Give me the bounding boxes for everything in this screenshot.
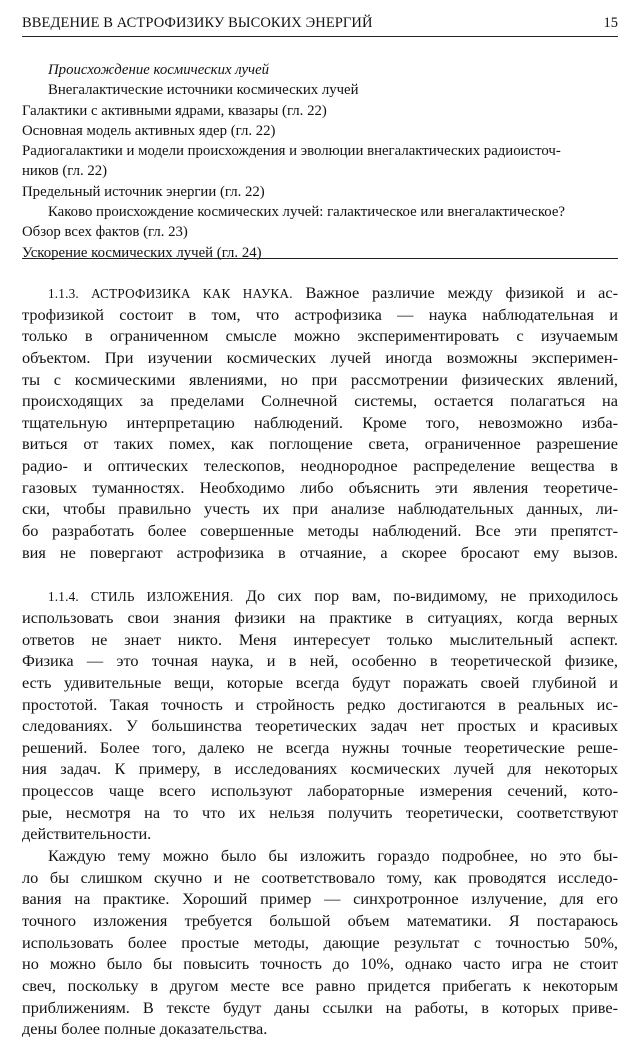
section-heading: 1.1.4. СТИЛЬ ИЗЛОЖЕНИЯ. — [48, 589, 234, 605]
toc-entry: Ускорение космических лучей (гл. 24) — [22, 244, 262, 261]
paragraph-line: происходящих за пределами Солнечной системы, остается полагаться на — [22, 391, 618, 411]
paragraph-line: решений. Более того, далеко не всегда нужны точные теоретические реше- — [22, 737, 618, 757]
paragraph-line: тщательную интерпретацию наблюдений. Кроме того, невозможно изба- — [22, 412, 618, 432]
paragraph-gap — [22, 563, 618, 585]
paragraph-line: только в ограниченном смысле можно экспериментировать с изучаемым — [22, 326, 618, 346]
body-text — [22, 282, 618, 1040]
running-title: ВВЕДЕНИЕ В АСТРОФИЗИКУ ВЫСОКИХ ЭНЕРГИЙ — [22, 15, 373, 31]
paragraph-first-line: 1.1.4. СТИЛЬ ИЗЛОЖЕНИЯ. До сих пор вам, по-видимому, не приходилось — [48, 586, 618, 606]
paragraph-line: ния задач. К примеру, в исследованиях космических лучей для некоторых — [22, 759, 618, 779]
paragraph-line: но можно было бы повысить точность до 10%, однако часто игра не стоит — [22, 954, 618, 974]
toc-entry: ников (гл. 22) — [22, 163, 108, 180]
paragraph-last-line: действительности. — [22, 824, 152, 844]
header-rule — [22, 36, 618, 37]
toc-entry: Радиогалактики и модели происхождения и эволюции внегалактических радиоисточ- — [22, 143, 561, 160]
paragraph-line: точного изложения требуется большой объем математики. Я постараюсь — [22, 910, 618, 930]
paragraph-line: газовых туманностях. Необходимо либо объяснить эти явления теоретиче- — [22, 477, 618, 497]
paragraph-line: ски, чтобы правильно учесть их при анализе наблюдательных данных, ли- — [22, 499, 618, 519]
paragraph-line: ло бы слишком скучно и не соответствовало тому, как проводятся исследо- — [22, 867, 618, 887]
paragraph-last-line: вия не повергают астрофизика в отчаяние, а скорее бросают ему вызов. — [22, 542, 618, 562]
paragraph-line: Физика — это точная наука, и в ней, особенно в теоретической физике, — [22, 651, 618, 671]
page-number: 15 — [603, 15, 618, 31]
paragraph-line: радио- и оптических телескопов, неоднородное распределение вещества в — [22, 456, 618, 476]
section-heading: 1.1.3. АСТРОФИЗИКА КАК НАУКА. — [48, 286, 293, 301]
paragraph-line: есть удивительные вещи, которые всегда будут поражать своей глубиной и — [22, 672, 618, 692]
paragraph-last-line: дены более полные доказательства. — [22, 1019, 268, 1039]
paragraph-line: свеч, поскольку в другом месте все равно придется прибегать к некоторым — [22, 975, 618, 995]
paragraph-line: ответов не знает никто. Меня интересует только мыслительный аспект. — [22, 629, 618, 649]
toc-entry: Внегалактические источники космических лучей — [48, 82, 359, 99]
toc-entry: Основная модель активных ядер (гл. 22) — [22, 122, 276, 139]
paragraph-line: простотой. Такая точность и стройность редко достигаются в реальных ис- — [22, 694, 618, 714]
section-rule — [22, 258, 618, 259]
paragraph-line: виться от таких помех, как поглощение света, ограниченное разрешение — [22, 434, 618, 454]
paragraph-line: приближениям. В тексте будут даны ссылки на работы, в которых приве- — [22, 997, 618, 1017]
paragraph-line: вания на практике. Хороший пример — синхротронное излучение, для его — [22, 889, 618, 909]
toc-list — [22, 60, 618, 263]
toc-subheading: Происхождение космических лучей — [48, 62, 270, 78]
toc-entry: Каково происхождение космических лучей: галактическое или внегалактическое? — [48, 204, 565, 221]
paragraph-line: трофизикой состоит в том, что астрофизика — наука наблюдательная и — [22, 304, 618, 324]
paragraph-first-line: Каждую тему можно было бы изложить гораздо подробнее, но это бы- — [48, 846, 618, 866]
toc-entry: Галактики с активными ядрами, квазары (гл. 22) — [22, 102, 327, 119]
paragraph-line: процессов чаще всего используют лабораторные измерения сечений, кото- — [22, 781, 618, 801]
paragraph-line: следованиях. У большинства теоретических задач нет простых и красивых — [22, 716, 618, 736]
paragraph-line: ты с космическими явлениями, но при рассмотрении физических явлений, — [22, 369, 618, 389]
paragraph-line: объектом. При изучении космических лучей иногда возможны эксперимен- — [22, 347, 618, 367]
paragraph-line: использовать свои знания физики на практике в ситуациях, когда верных — [22, 607, 618, 627]
paragraph-line: использовать более простые методы, дающие результат с точностью 50%, — [22, 932, 618, 952]
paragraph-line: бо разработать более совершенные методы наблюдений. Все эти препятст- — [22, 521, 618, 541]
paragraph-line: рые, несмотря на то что их нельзя получить теоретически, соответствуют — [22, 802, 618, 822]
toc-entry: Обзор всех фактов (гл. 23) — [22, 224, 188, 241]
paragraph-first-line: 1.1.3. АСТРОФИЗИКА КАК НАУКА. Важное различие между физикой и ас- — [48, 283, 619, 302]
toc-entry: Предельный источник энергии (гл. 22) — [22, 183, 265, 200]
